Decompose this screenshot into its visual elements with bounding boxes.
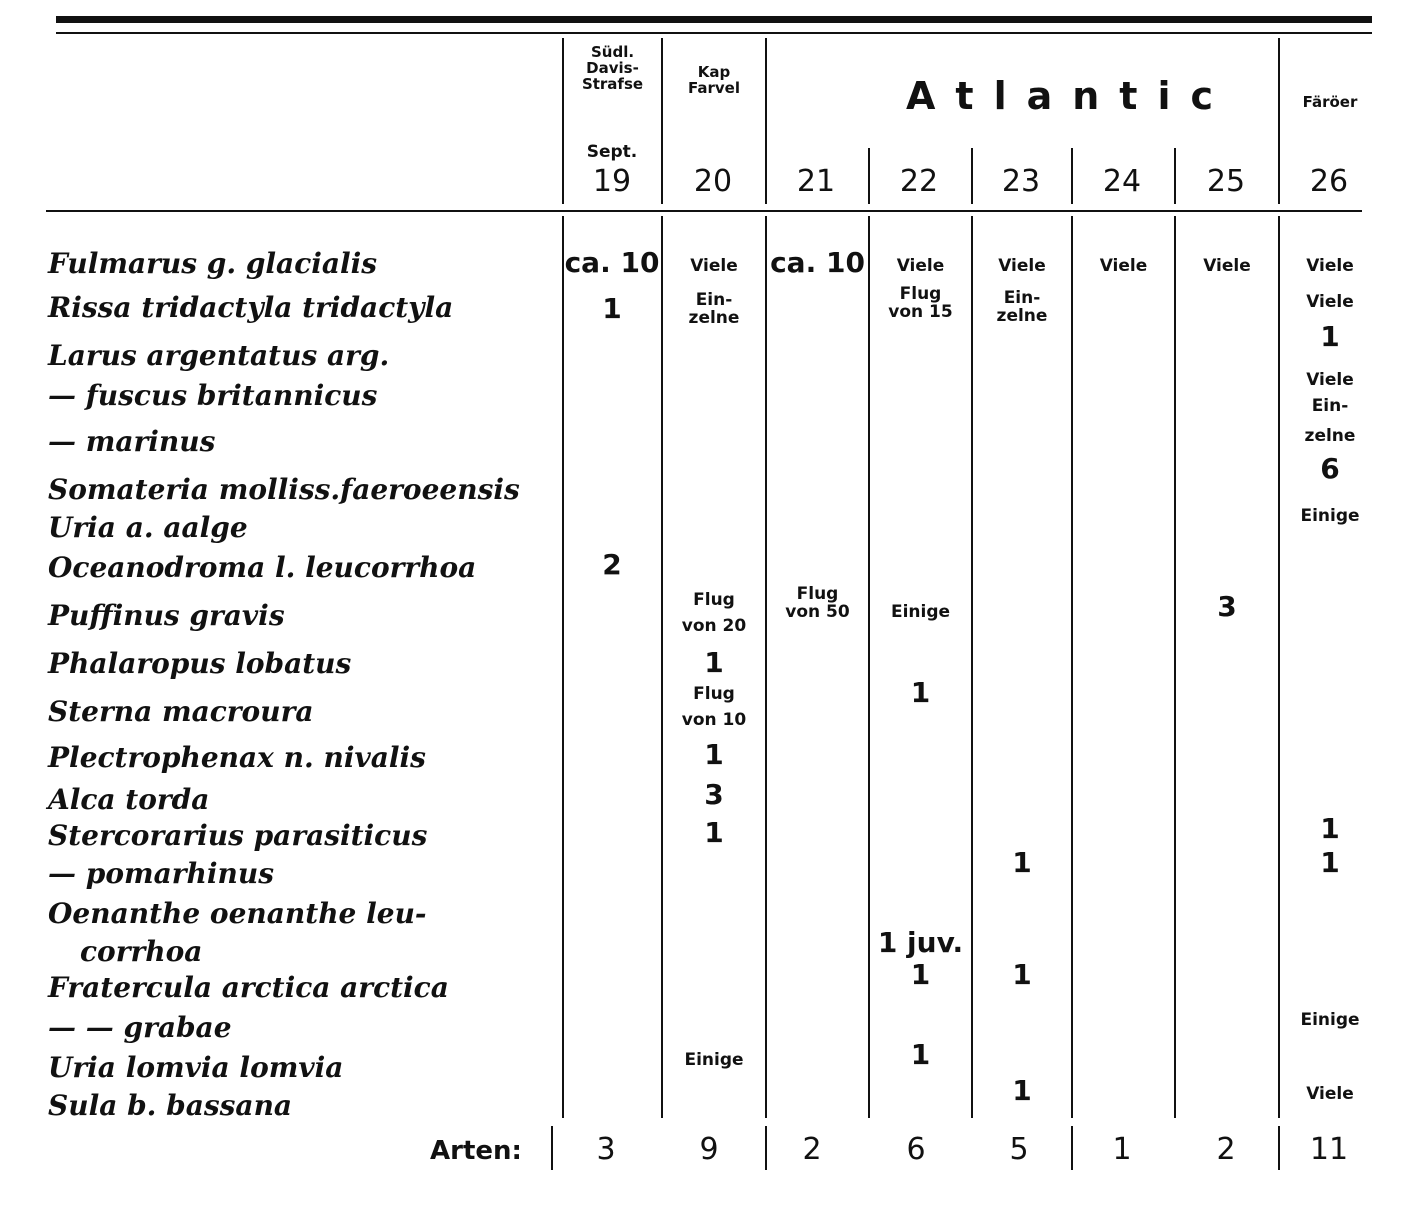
species-name: Sula b. bassana [48,1089,293,1122]
header-col20-line2: Farvel [688,79,740,97]
species-name: Sterna macroura [48,695,314,728]
header-col19-line1: Südl. [590,43,635,61]
cell-value: Viele [1203,256,1251,276]
total-26: 11 [1309,1132,1349,1167]
day-26: 26 [1309,164,1349,199]
cell-value: 1 [910,676,931,709]
day-22: 22 [899,164,939,199]
cell-value: Viele [1306,292,1354,312]
col-divider [1174,216,1176,1118]
cell-value: Ein- [1003,288,1041,308]
cell-value: 1 [704,816,724,849]
cell-value: von 20 [681,616,747,636]
total-25: 2 [1216,1132,1236,1167]
species-name: — fuscus britannicus [48,379,378,412]
cell-value: Einige [1300,1010,1360,1030]
header-col19-line3: Strafse [581,75,644,93]
total-24: 1 [1112,1132,1132,1167]
top-thick-rule [56,16,1372,23]
header-col26-title: Färöer [1302,93,1358,111]
header-col20-line1: Kap [697,63,731,81]
cell-value: Viele [1306,256,1354,276]
header-col20-title [663,64,765,96]
cell-value: Viele [998,256,1046,276]
header-col19-title [564,44,661,92]
day-24: 24 [1102,164,1142,199]
cell-value: 1 [1012,958,1032,991]
total-22: 6 [906,1132,926,1167]
total-19: 3 [596,1132,616,1167]
cell-value: 1 [1320,320,1340,353]
total-23: 5 [1009,1132,1029,1167]
species-name: Uria lomvia lomvia [48,1051,344,1084]
species-name: Uria a. aalge [48,511,248,544]
cell-value: 1 [1012,846,1032,879]
species-name: Larus argentatus arg. [48,339,390,372]
species-name: Fulmarus g. glacialis [48,247,378,280]
col-divider [562,216,564,1118]
cell-value: von 10 [681,710,747,730]
species-name: — marinus [48,425,216,458]
cell-value: Einige [684,1050,744,1070]
cell-value: Viele [896,256,945,276]
cell-value: ca. 10 [770,246,865,279]
cell-value: Viele [1306,370,1354,390]
species-name: Fratercula arctica arctica [48,971,449,1004]
species-name: — — grabae [48,1011,232,1044]
cell-value: Viele [690,256,738,276]
col-divider [765,216,767,1118]
total-21: 2 [802,1132,822,1167]
cell-value: Einige [1300,506,1360,526]
cell-value: 6 [1320,452,1340,485]
cell-value: 3 [704,778,724,811]
cell-value: 3 [1217,590,1237,623]
cell-value: ca. 10 [564,246,660,279]
cell-value: 1 juv. [877,926,964,959]
cell-value: 1 [910,1038,931,1071]
cell-value: 1 [602,292,622,325]
cell-value: 1 [704,646,724,679]
species-name: Phalaropus lobatus [48,647,352,680]
cell-value: zelne [996,306,1048,326]
cell-value: Ein- [695,290,733,310]
species-name: Oenanthe oenanthe leu- [48,897,427,930]
col-divider [551,1126,553,1170]
species-name: corrhoa [80,935,203,968]
day-23: 23 [1001,164,1041,199]
cell-value: 2 [602,548,622,581]
cell-value: Flug [693,590,735,610]
species-name: Somateria molliss.faeroeensis [48,473,520,506]
cell-value: Flug [796,584,839,604]
cell-value: 1 [1012,1074,1032,1107]
cell-value: 1 [704,738,724,771]
header-col19-line2: Davis- [586,59,639,77]
cell-value: Ein- [1311,396,1349,416]
total-20: 9 [699,1132,719,1167]
species-name: Oceanodroma l. leucorrhoa [48,551,477,584]
cell-value: Viele [1306,1084,1354,1104]
cell-value: von 15 [888,302,953,322]
cell-value: 1 [1320,812,1340,845]
cell-value: von 50 [785,602,850,622]
cell-value: 1 [1320,846,1340,879]
totals-label: Arten: [430,1136,522,1166]
cell-value: zelne [1304,426,1356,446]
day-19: 19 [592,164,632,199]
top-thin-rule [56,32,1372,34]
header-col19-month: Sept. [586,142,638,162]
cell-value: Flug [693,684,735,704]
species-name: Puffinus gravis [48,599,285,632]
species-name: Rissa tridactyla tridactyla [48,291,454,324]
species-name: Plectrophenax n. nivalis [48,741,426,774]
cell-value: Einige [890,602,951,622]
cell-value: Viele [1099,256,1148,276]
species-name: Alca torda [48,783,210,816]
day-21: 21 [796,164,836,199]
cell-value: zelne [688,308,740,328]
cell-value: 1 [910,958,931,991]
species-name: — pomarhinus [48,857,274,890]
day-20: 20 [693,164,733,199]
header-atlantic: Atlantic [906,74,1234,118]
species-name: Stercorarius parasiticus [48,819,428,852]
day-25: 25 [1206,164,1246,199]
header-rule [46,210,1362,212]
col-divider [1071,216,1073,1118]
cell-value: Flug [899,284,942,304]
